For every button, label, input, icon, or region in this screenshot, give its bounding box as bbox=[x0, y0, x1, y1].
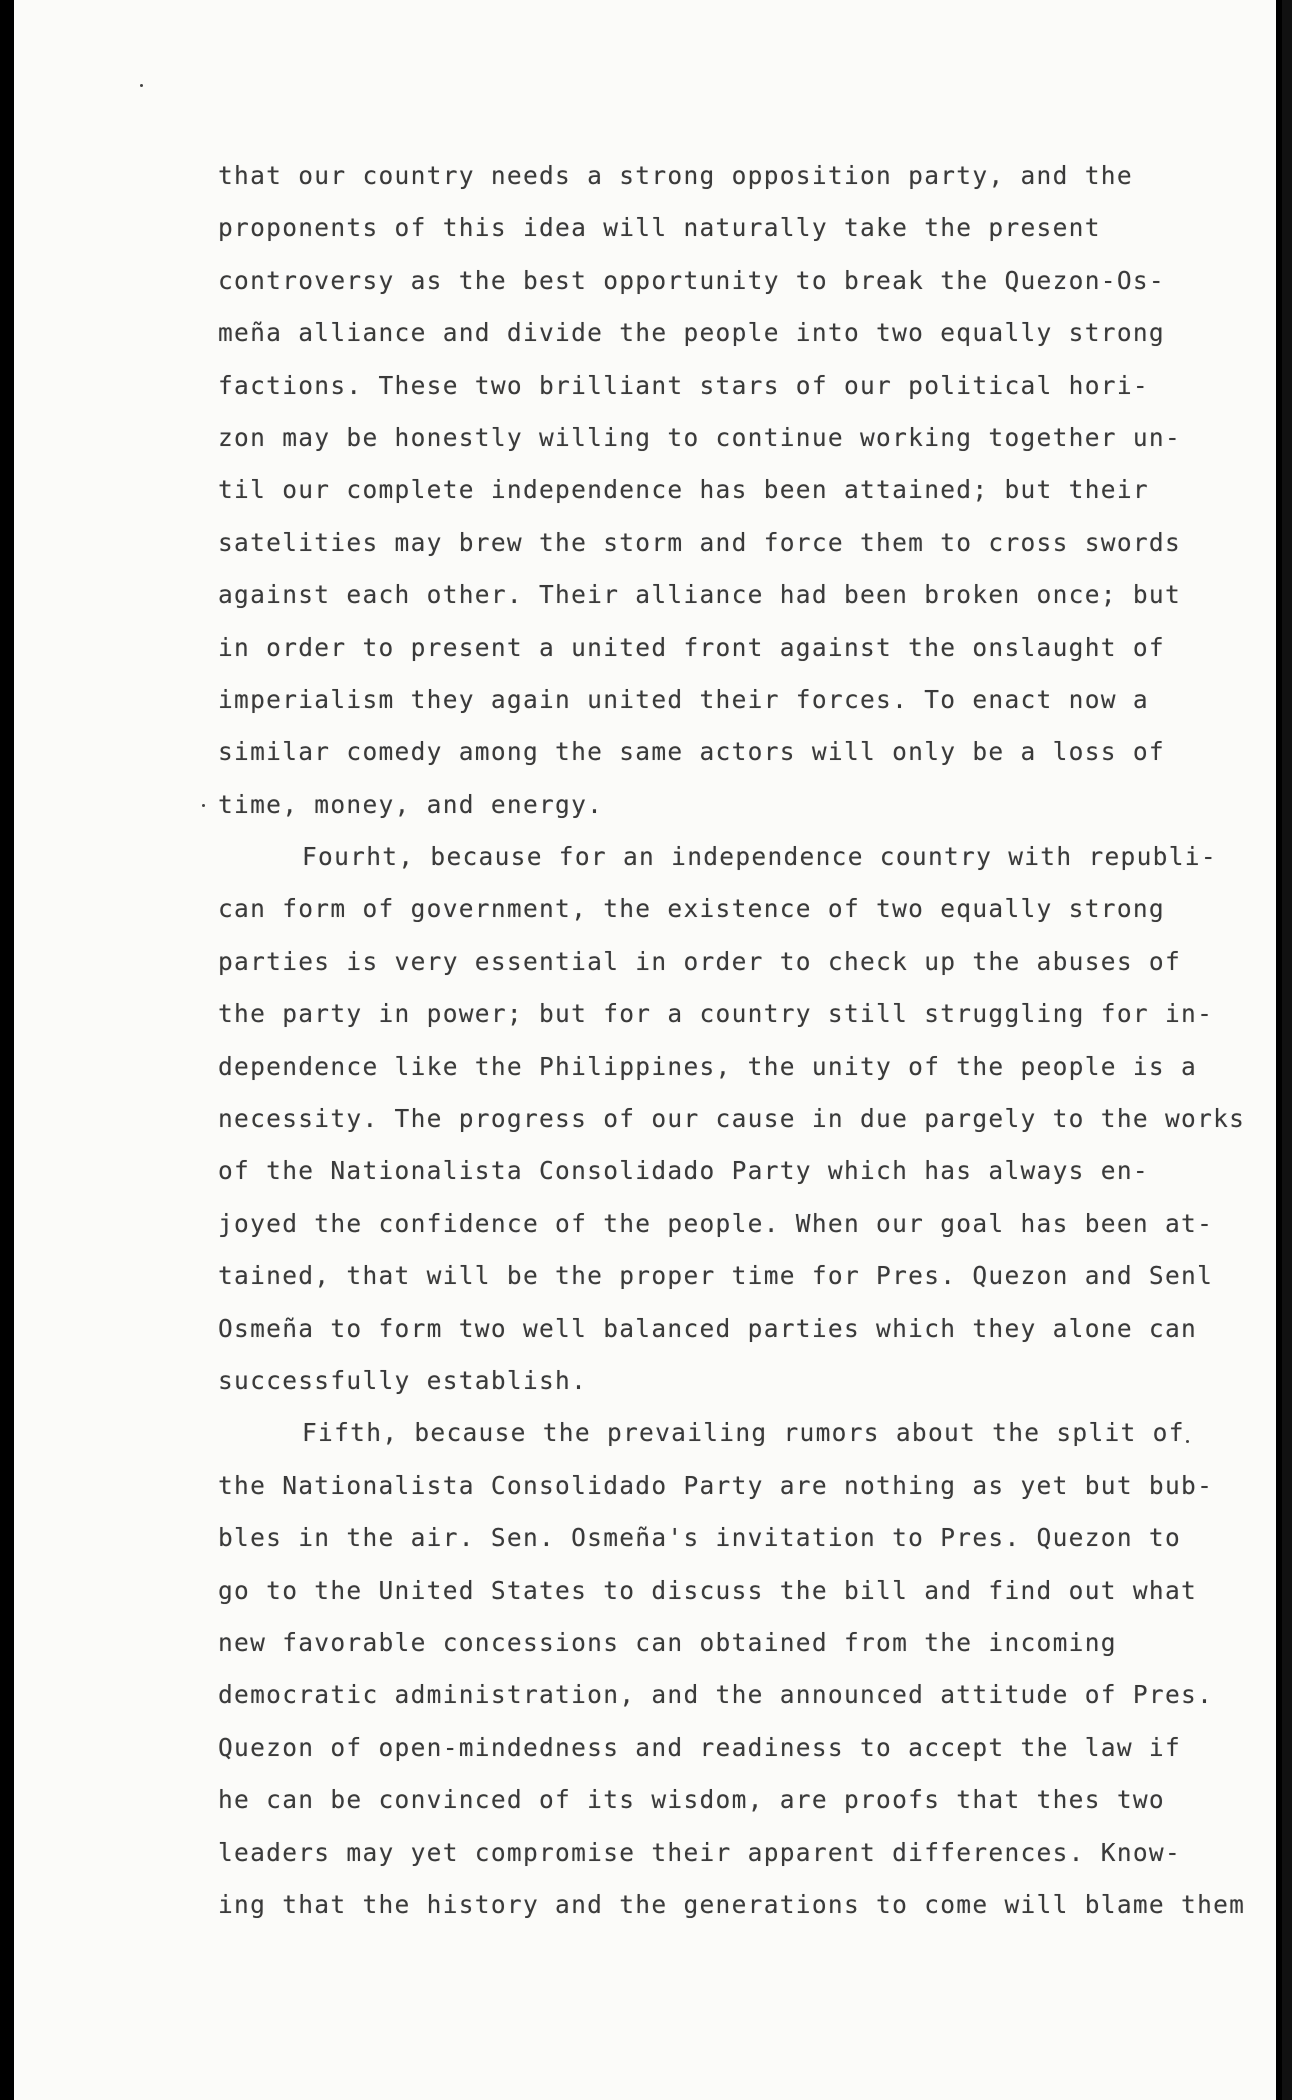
text-line: go to the United States to discuss the bill and find out what bbox=[218, 1575, 1198, 1605]
text-line: dependence like the Philippines, the unity of the people is a bbox=[218, 1051, 1198, 1081]
text-line: that our country needs a strong opposition party, and the bbox=[218, 161, 1133, 190]
text-line: leaders may yet compromise their apparent differences. Know- bbox=[218, 1837, 1182, 1867]
text-line: the party in power; but for a country still struggling for in- bbox=[218, 999, 1214, 1029]
text-line: factions. These two brilliant stars of our political hori- bbox=[218, 370, 1149, 400]
text-line: of the Nationalista Consolidado Party which has always en- bbox=[218, 1156, 1149, 1186]
paper-speck bbox=[140, 84, 143, 87]
scan-border bbox=[1282, 0, 1292, 2100]
text-line: satelities may brew the storm and force them to cross swords bbox=[218, 527, 1182, 557]
typewritten-body bbox=[218, 150, 1246, 1931]
text-line: necessity. The progress of our cause in due pargely to the works bbox=[218, 1104, 1246, 1134]
text-line: the Nationalista Consolidado Party are nothing as yet but bub- bbox=[218, 1470, 1214, 1500]
text-line: til our complete independence has been attained; but their bbox=[218, 475, 1149, 505]
text-line: proponents of this idea will naturally take the present bbox=[218, 213, 1101, 243]
text-line: successfully establish. bbox=[218, 1365, 588, 1395]
text-line: democratic administration, and the announced attitude of Pres. bbox=[218, 1680, 1214, 1710]
text-line: zon may be honestly willing to continue working together un- bbox=[218, 422, 1182, 452]
text-line: time, money, and energy. bbox=[218, 789, 604, 819]
text-line: bles in the air. Sen. Osmeña's invitation to Pres. Quezon to bbox=[218, 1523, 1182, 1553]
text-line: controversy as the best opportunity to break the Quezon-Os- bbox=[218, 265, 1165, 295]
text-line: parties is very essential in order to check up the abuses of bbox=[218, 946, 1182, 976]
paper-speck bbox=[202, 804, 205, 807]
text-line: imperialism they again united their forces. To enact now a bbox=[218, 684, 1149, 714]
text-line: tained, that will be the proper time for Pres. Quezon and Senl bbox=[218, 1261, 1214, 1291]
text-line: Fourht, because for an independence country with republi- bbox=[302, 842, 1217, 872]
text-line: against each other. Their alliance had been broken once; but bbox=[218, 580, 1182, 610]
text-line: Fifth, because the prevailing rumors about the split of bbox=[302, 1418, 1185, 1448]
text-line: meña alliance and divide the people into two equally strong bbox=[218, 318, 1165, 348]
text-line: joyed the confidence of the people. When our goal has been at- bbox=[218, 1208, 1214, 1238]
text-line: Osmeña to form two well balanced parties which they alone can bbox=[218, 1313, 1198, 1343]
text-line: in order to present a united front against the onslaught of bbox=[218, 632, 1165, 662]
text-line: Quezon of open-mindedness and readiness to accept the law if bbox=[218, 1732, 1182, 1762]
document-page bbox=[14, 0, 1276, 2100]
text-line: new favorable concessions can obtained from the incoming bbox=[218, 1627, 1117, 1657]
text-line: similar comedy among the same actors will only be a loss of bbox=[218, 737, 1165, 767]
text-line: ing that the history and the generations to come will blame them bbox=[218, 1889, 1246, 1919]
text-line: can form of government, the existence of two equally strong bbox=[218, 894, 1165, 924]
text-line: he can be convinced of its wisdom, are proofs that thes two bbox=[218, 1785, 1165, 1815]
